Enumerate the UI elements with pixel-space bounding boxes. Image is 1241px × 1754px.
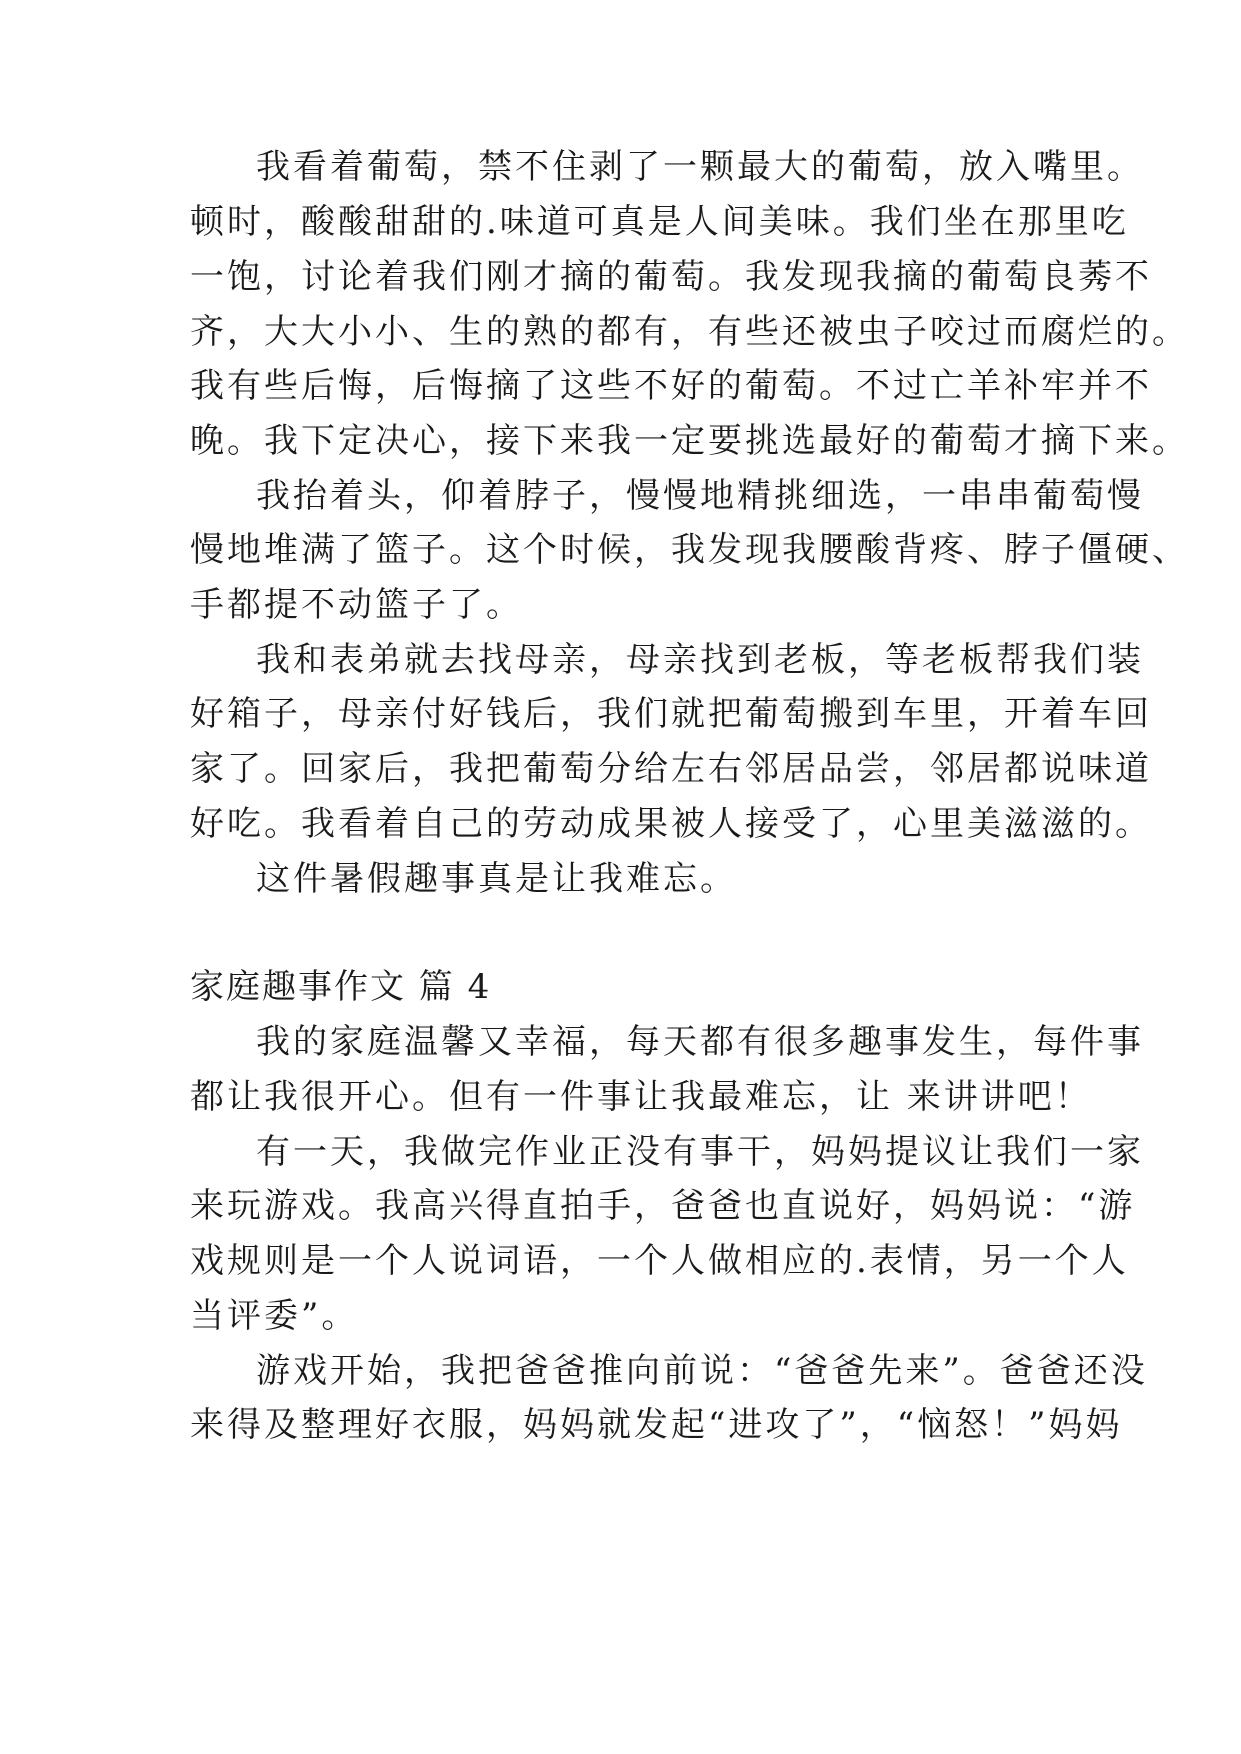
section-heading: 家庭趣事作文 篇 4 (190, 967, 492, 1007)
paragraph-line: 这件暑假趣事真是让我难忘。 (256, 859, 737, 899)
paragraph-line: 慢地堆满了篮子。这个时候，我发现我腰酸背疼、脖子僵硬、 (190, 530, 1189, 570)
paragraph-line: 都让我很开心。但有一件事让我最难忘，让 来讲讲吧！ (190, 1077, 1092, 1117)
paragraph-line: 游戏开始，我把爸爸推向前说：“爸爸先来”。爸爸还没 (256, 1351, 1148, 1391)
paragraph-line: 来得及整理好衣服，妈妈就发起“进攻了”，“恼怒！”妈妈 (190, 1405, 1123, 1445)
paragraph-line: 一饱，讨论着我们刚才摘的葡萄。我发现我摘的葡萄良莠不 (190, 257, 1152, 297)
paragraph-line: 我的家庭温馨又幸福，每天都有很多趣事发生，每件事 (256, 1022, 1144, 1062)
paragraph-line: 戏规则是一个人说词语，一个人做相应的.表情，另一个人 (190, 1241, 1129, 1281)
paragraph-line: 手都提不动篮子了。 (190, 585, 523, 625)
paragraph-line: 齐，大大小小、生的熟的都有，有些还被虫子咬过而腐烂的。 (190, 312, 1189, 352)
paragraph-line: 我抬着头，仰着脖子，慢慢地精挑细选，一串串葡萄慢 (256, 476, 1144, 516)
paragraph-line: 好箱子，母亲付好钱后，我们就把葡萄搬到车里，开着车回 (190, 694, 1152, 734)
paragraph-line: 当评委”。 (190, 1296, 359, 1336)
paragraph-line: 我有些后悔，后悔摘了这些不好的葡萄。不过亡羊补牢并不 (190, 366, 1152, 406)
paragraph-line: 顿时，酸酸甜甜的.味道可真是人间美味。我们坐在那里吃 (190, 202, 1129, 242)
paragraph-line: 我和表弟就去找母亲，母亲找到老板，等老板帮我们装 (256, 640, 1144, 680)
paragraph-line: 我看着葡萄，禁不住剥了一颗最大的葡萄，放入嘴里。 (256, 147, 1144, 187)
paragraph-line: 晚。我下定决心，接下来我一定要挑选最好的葡萄才摘下来。 (190, 421, 1189, 461)
paragraph-line: 好吃。我看着自己的劳动成果被人接受了，心里美滋滋的。 (190, 804, 1152, 844)
paragraph-line: 来玩游戏。我高兴得直拍手，爸爸也直说好，妈妈说：“游 (190, 1186, 1136, 1226)
paragraph-line: 有一天，我做完作业正没有事干，妈妈提议让我们一家 (256, 1132, 1144, 1172)
paragraph-line: 家了。回家后，我把葡萄分给左右邻居品尝，邻居都说味道 (190, 749, 1152, 789)
